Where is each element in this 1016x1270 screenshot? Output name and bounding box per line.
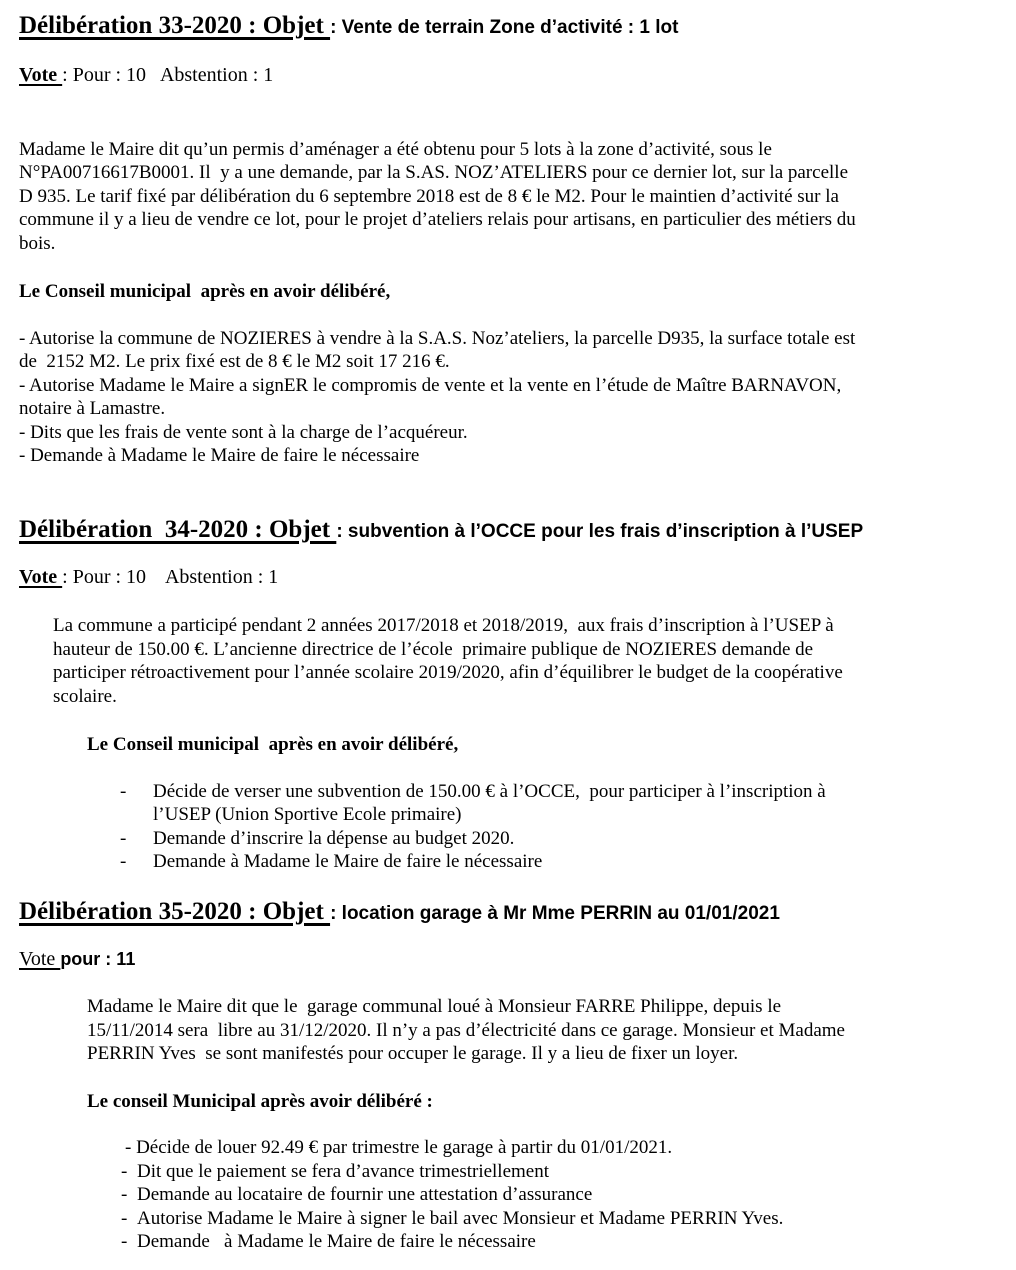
council-heading: Le Conseil municipal après en avoir délibéré,	[87, 734, 459, 755]
paragraph-line: N°PA00716617B0001. Il y a une demande, par la S.AS. NOZ’ATELIERS pour ce dernier lot, sur la parcelle	[19, 162, 848, 183]
vote-label: Vote	[19, 948, 61, 970]
paragraph-line: hauteur de 150.00 €. L’ancienne directrice de l’école primaire publique de NOZIERES demande de	[53, 639, 814, 660]
paragraph-line: D 935. Le tarif fixé par délibération du 6 septembre 2018 est de 8 € le M2. Pour le maintien d’activité sur la	[19, 186, 839, 207]
vote-line	[19, 566, 278, 589]
decision-item: Décide de verser une subvention de 150.00 € à l’OCCE, pour participer à l’inscription à	[153, 781, 826, 802]
bullet-dash: -	[121, 1161, 128, 1182]
vote-label: Vote	[19, 64, 63, 86]
deliberation-33-heading	[19, 11, 678, 44]
vote-line	[19, 948, 135, 971]
bullet-dash: -	[120, 851, 127, 872]
deliberation-subject: : Vente de terrain Zone d’activité : 1 lot	[330, 17, 679, 38]
bullet-dash: -	[120, 781, 127, 802]
paragraph-line: Madame le Maire dit qu’un permis d’aménager a été obtenu pour 5 lots à la zone d’activité, sous le	[19, 139, 772, 160]
council-heading: Le Conseil municipal après en avoir délibéré,	[19, 281, 391, 302]
deliberation-title: Délibération 33-2020 : Objet	[19, 12, 331, 39]
deliberation-subject: : subvention à l’OCCE pour les frais d’inscription à l’USEP	[336, 521, 864, 542]
decision-item: - Autorise la commune de NOZIERES à vendre à la S.A.S. Noz’ateliers, la parcelle D935, la surface totale est	[19, 328, 856, 349]
deliberation-title: Délibération 35-2020 : Objet	[19, 898, 331, 925]
vote-line	[19, 64, 273, 87]
decision-item: Autorise Madame le Maire à signer le bail avec Monsieur et Madame PERRIN Yves.	[137, 1208, 784, 1229]
deliberation-35-heading	[19, 897, 780, 930]
decision-item: de 2152 M2. Le prix fixé est de 8 € le M2 soit 17 216 €.	[19, 351, 450, 372]
decision-item: - Autorise Madame le Maire a signER le compromis de vente et la vente en l’étude de Maître BARNAVON,	[19, 375, 842, 396]
deliberation-subject: : location garage à Mr Mme PERRIN au 01/01/2021	[330, 903, 780, 924]
decision-item: Demande d’inscrire la dépense au budget 2020.	[153, 828, 515, 849]
decision-item: notaire à Lamastre.	[19, 398, 166, 419]
deliberation-34-heading	[19, 515, 863, 548]
decision-item: Demande au locataire de fournir une attestation d’assurance	[137, 1184, 593, 1205]
decision-item: - Demande à Madame le Maire de faire le nécessaire	[19, 445, 420, 466]
decision-item: Demande à Madame le Maire de faire le nécessaire	[153, 851, 543, 872]
paragraph-line: La commune a participé pendant 2 années 2017/2018 et 2018/2019, aux frais d’inscription à l’USEP à	[53, 615, 834, 636]
paragraph-line: scolaire.	[53, 686, 117, 707]
paragraph-line: PERRIN Yves se sont manifestés pour occuper le garage. Il y a lieu de fixer un loyer.	[87, 1043, 739, 1064]
vote-result: pour : 11	[60, 949, 136, 969]
paragraph-line: bois.	[19, 233, 56, 254]
paragraph-line: commune il y a lieu de vendre ce lot, pour le projet d’ateliers relais pour artisans, en particulier des métiers du	[19, 209, 856, 230]
vote-result: : Pour : 10 Abstention : 1	[62, 64, 274, 86]
bullet-dash: -	[121, 1184, 128, 1205]
vote-label: Vote	[19, 566, 63, 588]
paragraph-line: 15/11/2014 sera libre au 31/12/2020. Il n’y a pas d’électricité dans ce garage. Monsieur et Madame	[87, 1020, 845, 1041]
decision-item: - Dits que les frais de vente sont à la charge de l’acquéreur.	[19, 422, 468, 443]
council-heading: Le conseil Municipal après avoir délibéré :	[87, 1091, 433, 1112]
bullet-dash: -	[120, 828, 127, 849]
deliberation-title: Délibération 34-2020 : Objet	[19, 516, 337, 543]
bullet-dash: -	[121, 1208, 128, 1229]
paragraph-line: participer rétroactivement pour l’année scolaire 2019/2020, afin d’équilibrer le budget de la coopérative	[53, 662, 843, 683]
bullet-dash: -	[121, 1231, 128, 1252]
decision-item: Demande à Madame le Maire de faire le nécessaire	[137, 1231, 536, 1252]
decision-item: - Décide de louer 92.49 € par trimestre le garage à partir du 01/01/2021.	[125, 1137, 673, 1158]
paragraph-line: Madame le Maire dit que le garage communal loué à Monsieur FARRE Philippe, depuis le	[87, 996, 782, 1017]
vote-result: : Pour : 10 Abstention : 1	[62, 566, 279, 588]
decision-item: Dit que le paiement se fera d’avance trimestriellement	[137, 1161, 550, 1182]
decision-item: l’USEP (Union Sportive Ecole primaire)	[153, 804, 462, 825]
